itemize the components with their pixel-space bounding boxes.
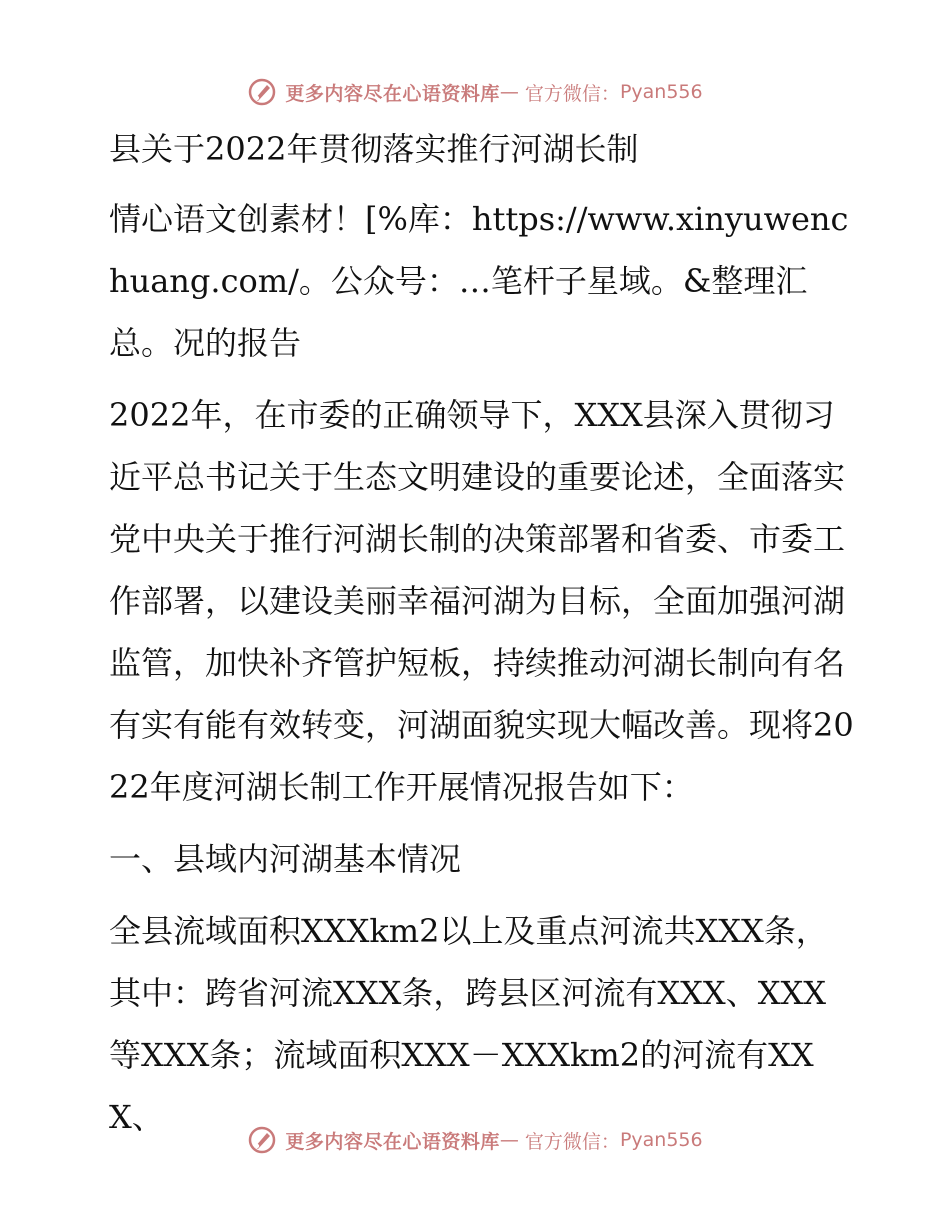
quill-pen-logo-icon [247,77,277,107]
watermark-dash: — [499,1129,519,1151]
watermark-site-text: 更多内容尽在心语资料库 [285,82,500,105]
intro-paragraph: 2022年，在市委的正确领导下，XXX县深入贯彻习近平总书记关于生态文明建设的重要论述，全面落实党中央关于推行河湖长制的决策部署和省委、市委工作部署，以建设美丽幸福河湖为目标，全面加强河湖监管，加快补齐管护短板，持续推动河湖长制向有名有实有能有效转变，河湖面貌实现大幅改善。现将2022年度河湖长制工作开展情况报告如下： [109,396,854,806]
quill-pen-logo-icon [247,1125,277,1155]
document-title: 县关于2022年贯彻落实推行河湖长制 [109,130,639,168]
section1-heading: 一、县域内河湖基本情况 [109,840,462,878]
watermark-site-text: 更多内容尽在心语资料库 [285,1130,500,1153]
header-watermark [0,72,950,112]
section1-body: 全县流域面积XXXkm2以上及重点河流共XXX条，其中：跨省河流XXX条，跨县区河流有XXX、XXX等XXX条；流域面积XXX－XXXkm2的河流有XXX、 [109,912,828,1136]
watermark-contact-id: Pyan556 [619,1129,703,1151]
watermark-contact-label: 官方微信： [524,82,620,105]
footer-watermark [0,1120,950,1160]
watermark-contact-id: Pyan556 [619,81,703,103]
document-body [97,118,857,1158]
watermark-dash: — [499,81,519,103]
source-note: 情心语文创素材！[%库：https://www.xinyuwenchuang.com/。公众号：…笔杆子星域。&整理汇总。况的报告 [109,200,849,362]
watermark-contact-label: 官方微信： [524,1130,620,1153]
